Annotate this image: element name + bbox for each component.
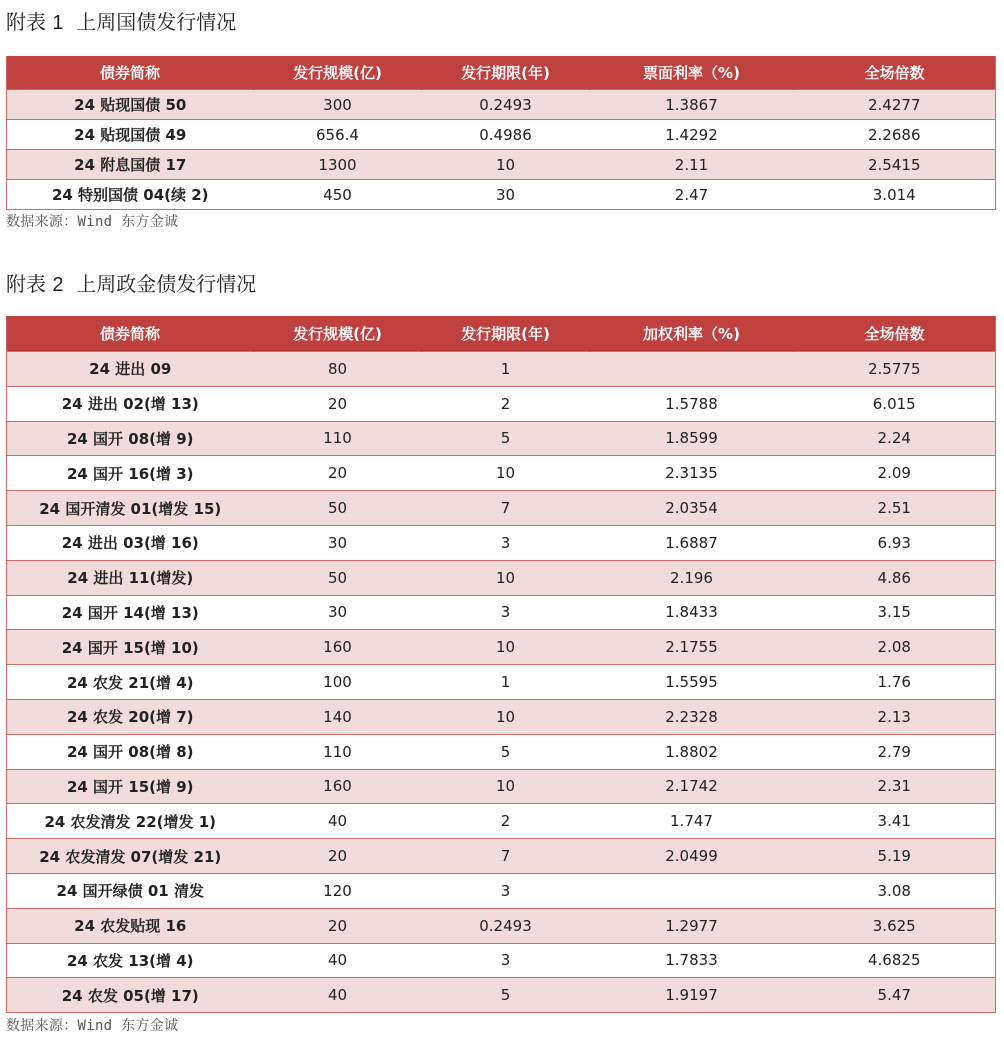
table1-caption bbox=[6, 6, 236, 35]
column-header-issue-size: 发行规模(亿) bbox=[254, 316, 422, 352]
cell-bond-name: 24 附息国债 17 bbox=[7, 150, 254, 180]
cell-bond-name: 24 农发贴现 16 bbox=[7, 908, 254, 943]
cell-bid-cover-ratio: 3.41 bbox=[794, 804, 996, 839]
cell-term: 10 bbox=[422, 456, 590, 491]
table2-caption-number: 2 bbox=[52, 274, 64, 296]
column-header-issue-size: 发行规模(亿) bbox=[254, 56, 422, 90]
cell-term: 10 bbox=[422, 150, 590, 180]
cell-term: 30 bbox=[422, 180, 590, 210]
cell-issue-size: 300 bbox=[254, 90, 422, 120]
cell-issue-size: 160 bbox=[254, 630, 422, 665]
table2-caption-title: 上周政金债发行情况 bbox=[76, 272, 257, 296]
cell-rate: 1.7833 bbox=[590, 943, 794, 978]
cell-issue-size: 40 bbox=[254, 978, 422, 1013]
table-row bbox=[7, 491, 996, 526]
column-header-bond-name: 债券简称 bbox=[7, 56, 254, 90]
column-header-term: 发行期限(年) bbox=[422, 316, 590, 352]
table-header-row bbox=[7, 56, 996, 90]
table-row bbox=[7, 180, 996, 210]
cell-bid-cover-ratio: 2.24 bbox=[794, 421, 996, 456]
cell-rate: 1.5788 bbox=[590, 386, 794, 421]
cell-rate: 1.5595 bbox=[590, 665, 794, 700]
cell-rate: 1.2977 bbox=[590, 908, 794, 943]
cell-term: 2 bbox=[422, 386, 590, 421]
cell-rate: 2.0499 bbox=[590, 839, 794, 874]
cell-bid-cover-ratio: 6.93 bbox=[794, 525, 996, 560]
cell-rate: 1.8599 bbox=[590, 421, 794, 456]
cell-rate bbox=[590, 352, 794, 387]
cell-term: 5 bbox=[422, 978, 590, 1013]
cell-term: 3 bbox=[422, 595, 590, 630]
cell-bid-cover-ratio: 4.86 bbox=[794, 560, 996, 595]
cell-bond-name: 24 国开 16(增 3) bbox=[7, 456, 254, 491]
cell-bid-cover-ratio: 2.79 bbox=[794, 734, 996, 769]
cell-bid-cover-ratio: 4.6825 bbox=[794, 943, 996, 978]
table-row bbox=[7, 456, 996, 491]
table-row bbox=[7, 525, 996, 560]
table1-caption-number: 1 bbox=[52, 12, 64, 34]
cell-bond-name: 24 国开绿债 01 清发 bbox=[7, 873, 254, 908]
cell-rate: 1.4292 bbox=[590, 120, 794, 150]
cell-bond-name: 24 农发清发 07(增发 21) bbox=[7, 839, 254, 874]
cell-bid-cover-ratio: 2.31 bbox=[794, 769, 996, 804]
cell-rate: 2.1755 bbox=[590, 630, 794, 665]
cell-bid-cover-ratio: 2.13 bbox=[794, 699, 996, 734]
cell-issue-size: 656.4 bbox=[254, 120, 422, 150]
cell-bid-cover-ratio: 2.2686 bbox=[794, 120, 996, 150]
cell-issue-size: 20 bbox=[254, 456, 422, 491]
cell-issue-size: 20 bbox=[254, 839, 422, 874]
column-header-bid-cover-ratio: 全场倍数 bbox=[794, 316, 996, 352]
cell-term: 7 bbox=[422, 491, 590, 526]
cell-issue-size: 1300 bbox=[254, 150, 422, 180]
cell-issue-size: 30 bbox=[254, 595, 422, 630]
cell-term: 10 bbox=[422, 699, 590, 734]
cell-bid-cover-ratio: 2.09 bbox=[794, 456, 996, 491]
cell-issue-size: 40 bbox=[254, 804, 422, 839]
cell-bond-name: 24 农发 20(增 7) bbox=[7, 699, 254, 734]
cell-bond-name: 24 贴现国债 50 bbox=[7, 90, 254, 120]
cell-bond-name: 24 进出 03(增 16) bbox=[7, 525, 254, 560]
cell-bond-name: 24 国开清发 01(增发 15) bbox=[7, 491, 254, 526]
table2-caption bbox=[6, 268, 256, 297]
cell-bond-name: 24 贴现国债 49 bbox=[7, 120, 254, 150]
cell-bid-cover-ratio: 3.014 bbox=[794, 180, 996, 210]
table-row bbox=[7, 120, 996, 150]
cell-issue-size: 160 bbox=[254, 769, 422, 804]
cell-bond-name: 24 进出 11(增发) bbox=[7, 560, 254, 595]
cell-bond-name: 24 国开 14(增 13) bbox=[7, 595, 254, 630]
cell-issue-size: 120 bbox=[254, 873, 422, 908]
cell-bond-name: 24 国开 08(增 9) bbox=[7, 421, 254, 456]
cell-term: 0.2493 bbox=[422, 908, 590, 943]
table-row bbox=[7, 943, 996, 978]
cell-bid-cover-ratio: 2.4277 bbox=[794, 90, 996, 120]
cell-issue-size: 20 bbox=[254, 908, 422, 943]
cell-bond-name: 24 农发 05(增 17) bbox=[7, 978, 254, 1013]
column-header-bond-name: 债券简称 bbox=[7, 316, 254, 352]
cell-term: 1 bbox=[422, 352, 590, 387]
cell-issue-size: 20 bbox=[254, 386, 422, 421]
cell-rate: 2.11 bbox=[590, 150, 794, 180]
cell-bid-cover-ratio: 2.5775 bbox=[794, 352, 996, 387]
column-header-rate: 票面利率（%) bbox=[590, 56, 794, 90]
table-row bbox=[7, 873, 996, 908]
cell-bond-name: 24 国开 15(增 9) bbox=[7, 769, 254, 804]
cell-rate: 1.8802 bbox=[590, 734, 794, 769]
table-header-row bbox=[7, 316, 996, 352]
cell-term: 0.2493 bbox=[422, 90, 590, 120]
cell-issue-size: 110 bbox=[254, 734, 422, 769]
table-row bbox=[7, 839, 996, 874]
cell-bond-name: 24 农发清发 22(增发 1) bbox=[7, 804, 254, 839]
column-header-rate: 加权利率（%) bbox=[590, 316, 794, 352]
cell-bid-cover-ratio: 6.015 bbox=[794, 386, 996, 421]
cell-rate: 1.9197 bbox=[590, 978, 794, 1013]
cell-rate: 2.0354 bbox=[590, 491, 794, 526]
cell-issue-size: 140 bbox=[254, 699, 422, 734]
cell-rate: 2.196 bbox=[590, 560, 794, 595]
cell-bid-cover-ratio: 3.625 bbox=[794, 908, 996, 943]
cell-bid-cover-ratio: 2.51 bbox=[794, 491, 996, 526]
column-header-bid-cover-ratio: 全场倍数 bbox=[794, 56, 996, 90]
cell-term: 5 bbox=[422, 734, 590, 769]
cell-issue-size: 80 bbox=[254, 352, 422, 387]
table2-source-note: 数据来源：Wind 东方金诚 bbox=[6, 1018, 179, 1034]
cell-bond-name: 24 农发 21(增 4) bbox=[7, 665, 254, 700]
cell-rate: 1.3867 bbox=[590, 90, 794, 120]
table-row bbox=[7, 630, 996, 665]
table1-caption-prefix: 附表 bbox=[6, 10, 46, 34]
cell-rate: 2.3135 bbox=[590, 456, 794, 491]
cell-bid-cover-ratio: 1.76 bbox=[794, 665, 996, 700]
treasury-issuance-table bbox=[6, 56, 996, 210]
cell-rate: 1.747 bbox=[590, 804, 794, 839]
cell-bond-name: 24 农发 13(增 4) bbox=[7, 943, 254, 978]
cell-issue-size: 30 bbox=[254, 525, 422, 560]
column-header-term: 发行期限(年) bbox=[422, 56, 590, 90]
table2-caption-prefix: 附表 bbox=[6, 272, 46, 296]
policy-bank-bond-issuance-table bbox=[6, 316, 996, 1013]
cell-bid-cover-ratio: 2.08 bbox=[794, 630, 996, 665]
table-row bbox=[7, 150, 996, 180]
cell-term: 3 bbox=[422, 873, 590, 908]
cell-rate: 2.47 bbox=[590, 180, 794, 210]
cell-bond-name: 24 国开 15(增 10) bbox=[7, 630, 254, 665]
cell-rate bbox=[590, 873, 794, 908]
table-row bbox=[7, 90, 996, 120]
cell-term: 10 bbox=[422, 560, 590, 595]
table-row bbox=[7, 978, 996, 1013]
cell-issue-size: 50 bbox=[254, 491, 422, 526]
cell-issue-size: 100 bbox=[254, 665, 422, 700]
cell-issue-size: 110 bbox=[254, 421, 422, 456]
table-row bbox=[7, 908, 996, 943]
cell-bond-name: 24 国开 08(增 8) bbox=[7, 734, 254, 769]
cell-bid-cover-ratio: 3.15 bbox=[794, 595, 996, 630]
cell-bond-name: 24 进出 02(增 13) bbox=[7, 386, 254, 421]
cell-term: 7 bbox=[422, 839, 590, 874]
cell-term: 2 bbox=[422, 804, 590, 839]
table-row bbox=[7, 560, 996, 595]
cell-term: 3 bbox=[422, 943, 590, 978]
cell-term: 0.4986 bbox=[422, 120, 590, 150]
table-row bbox=[7, 352, 996, 387]
table-row bbox=[7, 734, 996, 769]
table-row bbox=[7, 804, 996, 839]
cell-term: 5 bbox=[422, 421, 590, 456]
table-row bbox=[7, 769, 996, 804]
table-row bbox=[7, 386, 996, 421]
cell-rate: 2.2328 bbox=[590, 699, 794, 734]
cell-term: 10 bbox=[422, 769, 590, 804]
table-row bbox=[7, 421, 996, 456]
cell-bid-cover-ratio: 5.19 bbox=[794, 839, 996, 874]
cell-bid-cover-ratio: 3.08 bbox=[794, 873, 996, 908]
cell-bid-cover-ratio: 5.47 bbox=[794, 978, 996, 1013]
table1-caption-title: 上周国债发行情况 bbox=[76, 10, 237, 34]
cell-rate: 2.1742 bbox=[590, 769, 794, 804]
cell-issue-size: 40 bbox=[254, 943, 422, 978]
cell-bid-cover-ratio: 2.5415 bbox=[794, 150, 996, 180]
cell-rate: 1.8433 bbox=[590, 595, 794, 630]
table1-source-note: 数据来源：Wind 东方金诚 bbox=[6, 214, 179, 230]
cell-bond-name: 24 特别国债 04(续 2) bbox=[7, 180, 254, 210]
cell-term: 1 bbox=[422, 665, 590, 700]
table-row bbox=[7, 699, 996, 734]
cell-term: 3 bbox=[422, 525, 590, 560]
cell-issue-size: 450 bbox=[254, 180, 422, 210]
cell-term: 10 bbox=[422, 630, 590, 665]
table-row bbox=[7, 665, 996, 700]
cell-issue-size: 50 bbox=[254, 560, 422, 595]
cell-rate: 1.6887 bbox=[590, 525, 794, 560]
table-row bbox=[7, 595, 996, 630]
cell-bond-name: 24 进出 09 bbox=[7, 352, 254, 387]
